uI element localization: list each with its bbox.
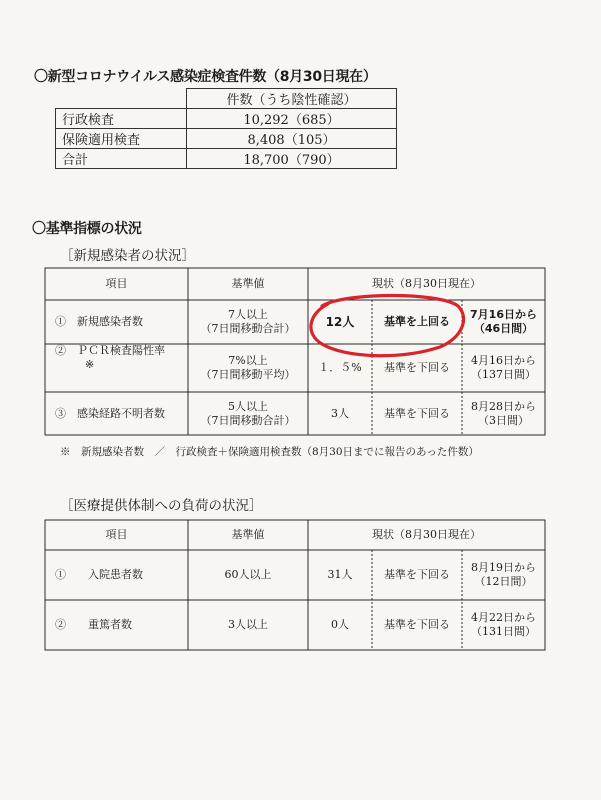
since-cell [462,600,545,650]
since-cell [462,300,545,344]
standard-value: 5人以上 [228,399,268,413]
since-days: （131日間） [471,625,536,638]
current-value: 31人 [327,568,353,582]
row-value: 10,292（685） [187,109,397,129]
standard-value: 7%以上 [228,354,268,368]
col-header-standard: 基準値 [231,528,265,542]
section3-subtitle: ［医療提供体制への負荷の状況］ [60,498,263,514]
since-days: （137日間） [471,368,536,381]
section2-subtitle: ［新規感染者の状況］ [60,248,195,264]
current-value: 3人 [331,406,349,420]
footnote: ※ 新規感染者数 ／ 行政検査＋保険適用検査数（8月30日までに報告のあった件数） [60,446,479,458]
judgement: 基準を下回る [384,568,450,582]
since-cell [462,550,545,600]
table-row-item: ① 新規感染者数 [55,315,143,329]
row-label: 保険適用検査 [56,129,187,149]
since-days: （12日間） [474,575,533,588]
row-value: 18,700（790） [187,149,397,169]
test-count-header: 件数（うち陰性確認） [187,89,397,109]
col-header-item: 項目 [105,277,128,291]
standard-note: （7日間移動平均） [200,368,296,381]
standard-cell [188,392,308,435]
since-date: 7月16日から [470,308,537,322]
judgement: 基準を下回る [384,361,450,375]
since-date: 4月22日から [471,611,536,625]
since-date: 8月28日から [471,399,536,413]
table-row-item [55,344,188,392]
section2-title: 〇基準指標の状況 [32,221,142,237]
row-label: 合計 [56,149,187,169]
table-row-item: ③ 感染経路不明者数 [55,406,165,420]
row-value: 8,408（105） [187,129,397,149]
current-value: 0人 [331,618,349,632]
judgement: 基準を下回る [384,618,450,632]
standard-note: （7日間移動合計） [200,322,296,335]
current-value: 12人 [325,314,355,329]
row-label: 行政検査 [56,109,187,129]
item-footnote-mark: ※ [85,357,95,371]
item-label: ② ＰＣＲ検査陽性率 [55,344,165,357]
col-header-status: 現状（8月30日現在） [372,528,481,542]
standard-note: （7日間移動合計） [200,413,296,427]
judgement: 基準を下回る [384,406,450,420]
judgement: 基準を上回る [384,315,450,329]
table-row-item: ② 重篤者数 [55,618,132,632]
standard-value: 3人以上 [228,618,268,632]
standard-value: 60人以上 [224,568,272,582]
standard-cell [188,344,308,392]
standard-cell [188,300,308,344]
since-days: （46日間） [473,322,534,335]
since-cell [462,392,545,435]
table-row-item: ① 入院患者数 [55,568,143,582]
col-header-status: 現状（8月30日現在） [372,277,481,291]
section1-title: 〇新型コロナウイルス感染症検査件数（8月30日現在） [34,69,377,85]
col-header-item: 項目 [105,528,128,542]
current-value: １．５% [318,361,362,375]
col-header-standard: 基準値 [231,277,265,291]
since-days: （3日間） [478,413,529,427]
since-date: 4月16日から [471,354,536,368]
since-date: 8月19日から [471,561,536,575]
standard-value: 7人以上 [228,308,268,322]
since-cell [462,344,545,392]
